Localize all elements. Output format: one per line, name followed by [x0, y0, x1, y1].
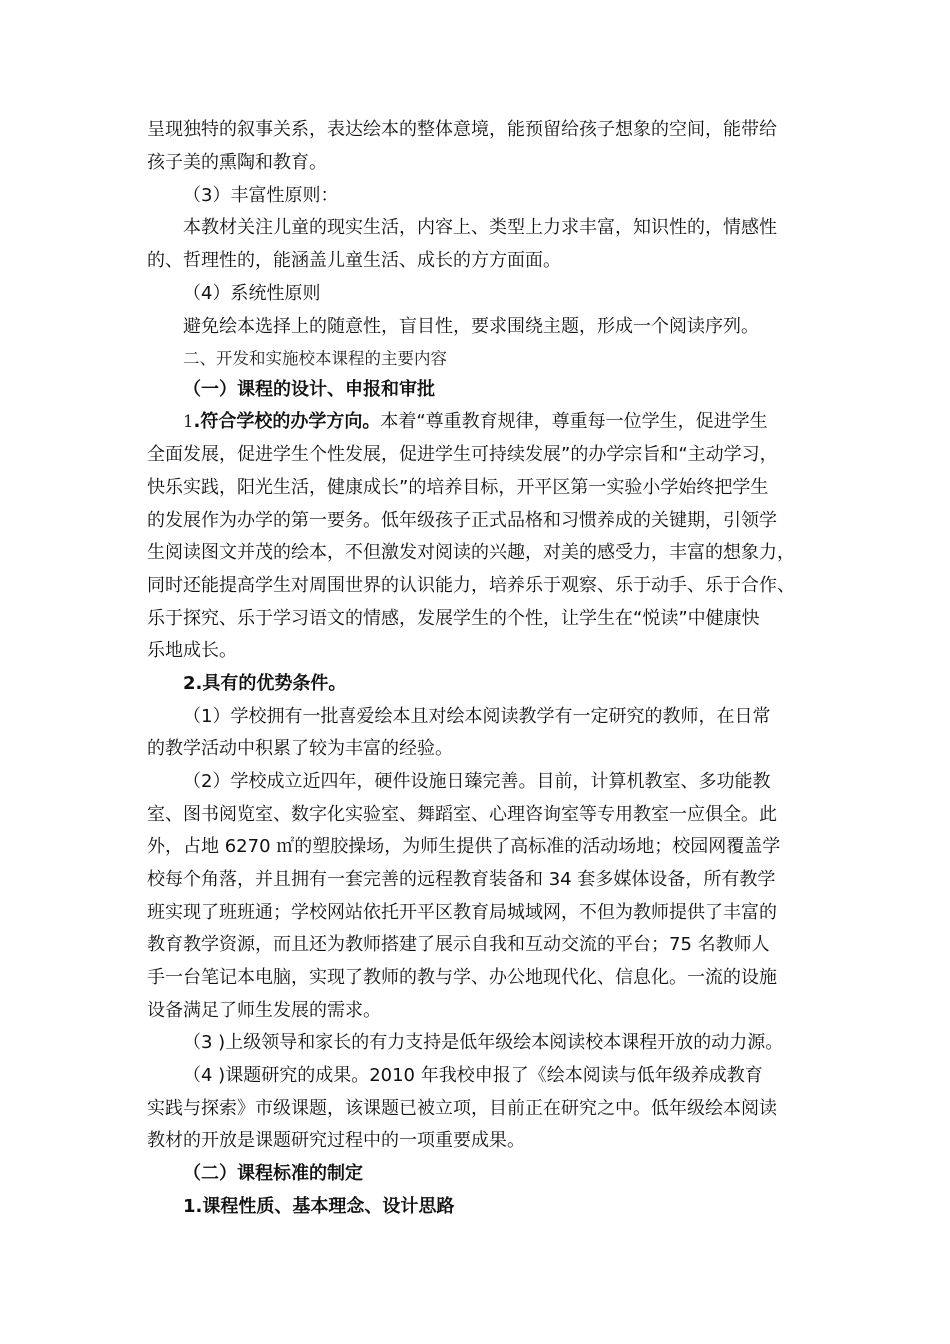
paragraph-line: 孩子美的熏陶和教育。: [147, 152, 327, 173]
paragraph-line: 生阅读图文并茂的绘本，不但激发对阅读的兴趣，对美的感受力，丰富的想象力，: [147, 542, 795, 563]
paragraph-line: 同时还能提高学生对周围世界的认识能力，培养乐于观察、乐于动手、乐于合作、: [147, 575, 795, 596]
paragraph-line: 教育教学资源，而且还为教师搭建了展示自我和互动交流的平台；75 名教师人: [147, 934, 770, 955]
paragraph-line: 本教材关注儿童的现实生活，内容上、类型上力求丰富，知识性的，情感性: [183, 217, 777, 238]
paragraph-line: 外，占地 6270 ㎡的塑胶操场，为师生提供了高标准的活动场地；校园网覆盖学: [147, 836, 781, 857]
section-heading: 二、开发和实施校本课程的主要内容: [183, 349, 447, 368]
paragraph-line: （3 )上级领导和家长的有力支持是低年级绘本阅读校本课程开放的动力源。: [183, 1032, 784, 1053]
subheading: （4）系统性原则: [183, 283, 321, 304]
paragraph-line: 的、哲理性的，能涵盖儿童生活、成长的方方面面。: [147, 250, 561, 271]
paragraph-line: 班实现了班班通；学校网站依托开平区教育局城域网，不但为教师提供了丰富的: [147, 902, 777, 923]
subheading: 2.具有的优势条件。: [183, 673, 347, 694]
paragraph-line: 的教学活动中积累了较为丰富的经验。: [147, 738, 453, 759]
paragraph-line: （4 )课题研究的成果。2010 年我校申报了《绘本阅读与低年级养成教育: [183, 1065, 763, 1086]
paragraph-line: 全面发展，促进学生个性发展，促进学生可持续发展”的办学宗旨和“主动学习，: [147, 444, 778, 465]
section-heading: （二）课程标准的制定: [183, 1163, 363, 1184]
subheading: 1.课程性质、基本理念、设计思路: [183, 1196, 455, 1217]
paragraph-line: 乐地成长。: [147, 640, 237, 661]
paragraph-line: [183, 405, 768, 438]
paragraph-line: （1）学校拥有一批喜爱绘本且对绘本阅读教学有一定研究的教师，在日常: [183, 706, 771, 727]
paragraph-line: 校每个角落，并且拥有一套完善的远程教育装备和 34 套多媒体设备，所有教学: [147, 869, 776, 890]
paragraph-line: 避免绘本选择上的随意性，盲目性，要求围绕主题，形成一个阅读序列。: [183, 316, 759, 337]
paragraph-line: 快乐实践，阳光生活，健康成长”的培养目标，开平区第一实验小学始终把学生: [147, 477, 769, 498]
paragraph-line: （2）学校成立近四年，硬件设施日臻完善。目前，计算机教室、多功能教: [183, 771, 771, 792]
paragraph-line: 室、图书阅览室、数字化实验室、舞蹈室、心理咨询室等专用教室一应俱全。此: [147, 804, 777, 825]
paragraph-line: 设备满足了师生发展的需求。: [147, 1000, 381, 1021]
item-title: .符合学校的办学方向。: [193, 411, 381, 432]
paragraph-line: 的发展作为办学的第一要务。低年级孩子正式品格和习惯养成的关键期，引领学: [147, 510, 777, 531]
paragraph-line: 实践与探索》市级课题，该课题已被立项，目前正在研究之中。低年级绘本阅读: [147, 1098, 777, 1119]
paragraph-line: 教材的开放是课题研究过程中的一项重要成果。: [147, 1130, 525, 1151]
paragraph-line: 乐于探究、乐于学习语文的情感，发展学生的个性，让学生在“悦读”中健康快: [147, 608, 760, 629]
section-heading: （一）课程的设计、申报和审批: [183, 379, 435, 400]
paragraph-line: 呈现独特的叙事关系，表达绘本的整体意境，能预留给孩子想象的空间，能带给: [147, 119, 777, 140]
item-text: 本着“尊重教育规律，尊重每一位学生，促进学生: [380, 411, 768, 432]
subheading: （3）丰富性原则：: [183, 185, 339, 206]
paragraph-line: 手一台笔记本电脑，实现了教师的教与学、办公地现代化、信息化。一流的设施: [147, 967, 777, 988]
item-number: 1: [183, 412, 194, 431]
